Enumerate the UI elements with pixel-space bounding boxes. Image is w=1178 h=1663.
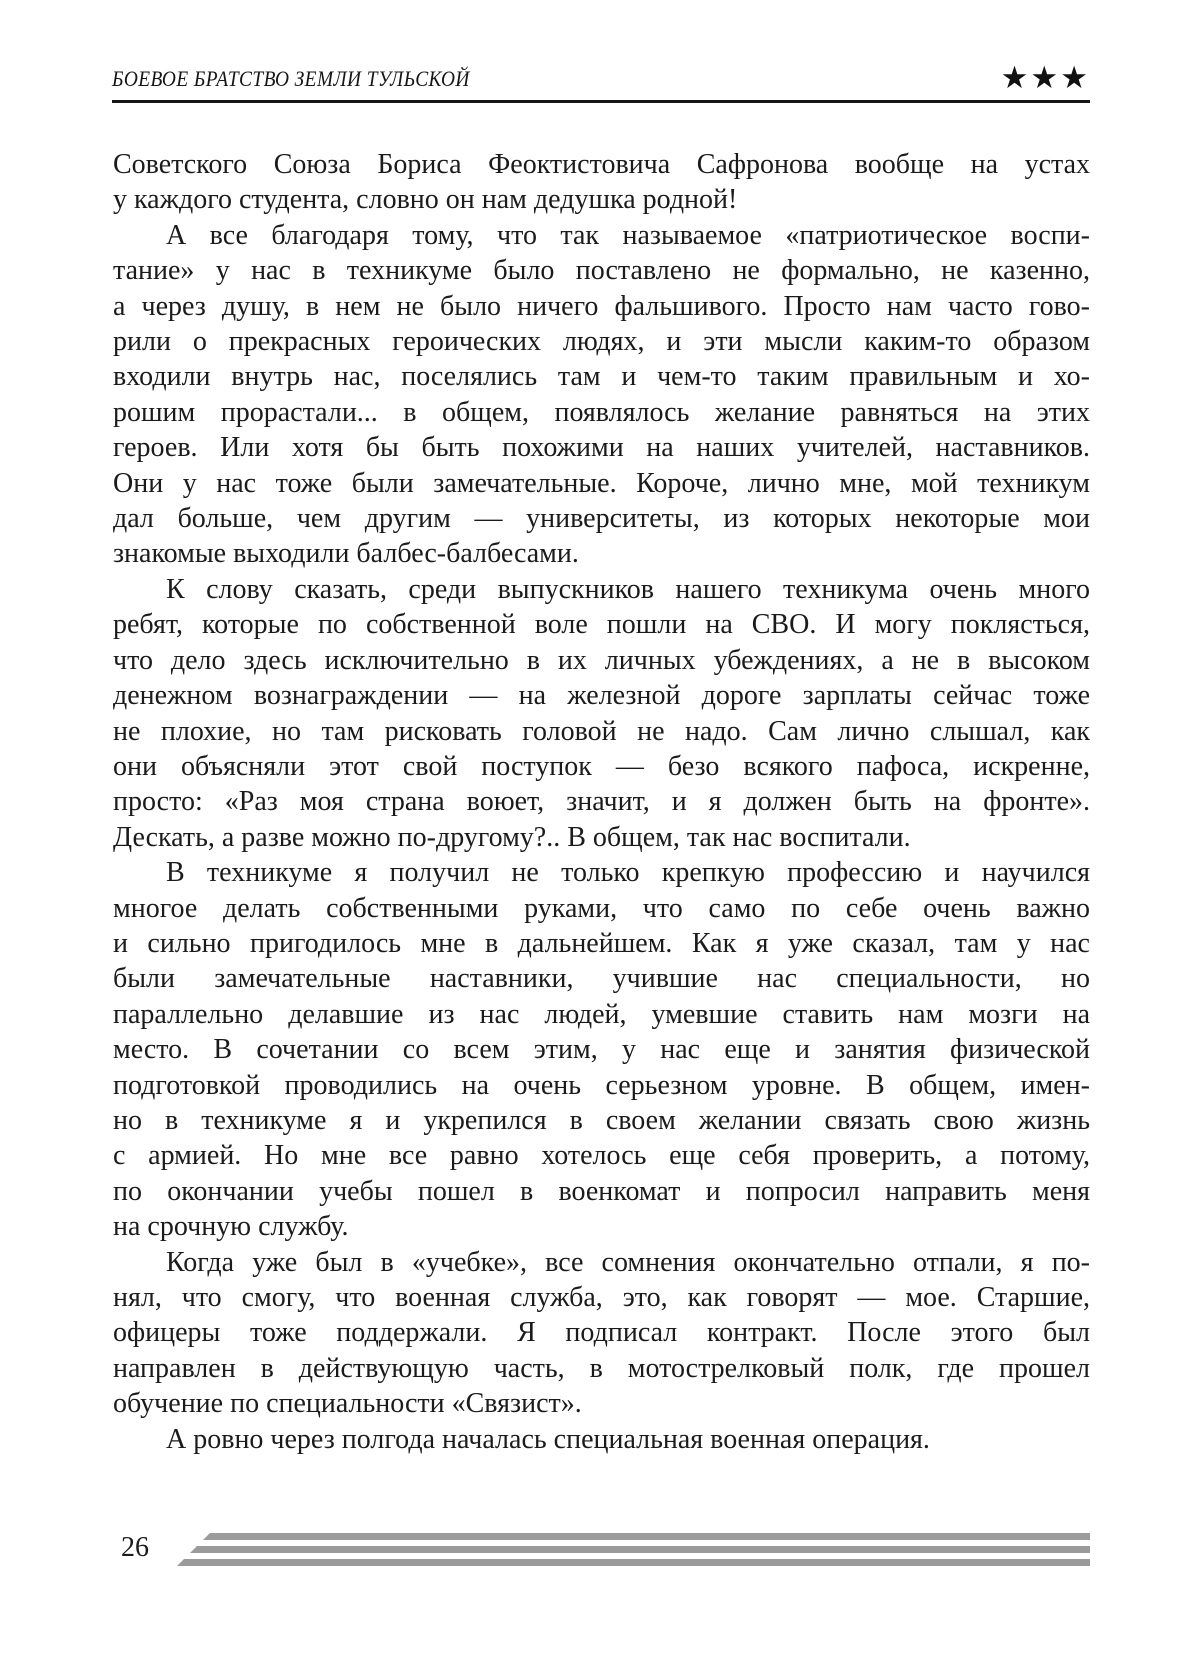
text-line: были замечательные наставники, учившие нас специальности, но [113,963,1090,995]
paragraph [113,147,1090,218]
text-line: дал больше, чем другим — университеты, из которых некоторые мои [113,503,1090,535]
paragraph [113,218,1090,572]
text-line: Они у нас тоже были замечательные. Короче, лично мне, мой техникум [113,467,1090,499]
header-rule [112,100,1090,103]
text-line: денежном вознаграждении — на железной дороге зарплаты сейчас тоже [113,680,1090,712]
text-line: место. В сочетании со всем этим, у нас еще и занятия физической [113,1034,1090,1066]
text-line: входили внутрь нас, поселялись там и чем-то таким правильным и хо- [113,361,1090,393]
text-line: а через душу, в нем не было ничего фальшивого. Просто нам часто гово- [113,290,1090,322]
paragraph [113,572,1090,855]
text-line: тание» у нас в техникуме было поставлено не формально, не казенно, [113,255,1090,287]
text-line: но в техникуме я и укрепился в своем желании связать свою жизнь [113,1104,1090,1136]
text-line: они объясняли этот свой поступок — безо всякого пафоса, искренне, [113,750,1090,782]
body-text [113,147,1090,1457]
running-title: БОЕВОЕ БРАТСТВО ЗЕМЛИ ТУЛЬСКОЙ [112,66,470,91]
page-header [112,52,1090,96]
text-line: многое делать собственными руками, что само по себе очень важно [113,892,1090,924]
text-line: рошим прорастали... в общем, появлялось желание равняться на этих [113,396,1090,428]
footer-stripe [177,1559,1090,1566]
footer-stripe [190,1546,1090,1553]
text-line: направлен в действующую часть, в мотострелковый полк, где прошел [113,1352,1090,1384]
text-line: Когда уже был в «учебке», все сомнения окончательно отпали, я по- [166,1246,1090,1278]
text-line: К слову сказать, среди выпускников нашего техникума очень много [166,573,1090,605]
paragraph [113,1245,1090,1422]
text-line: нял, что смогу, что военная служба, это, как говорят — мое. Старшие, [113,1282,1090,1313]
stars-ornament-icon: ★★★ [1000,60,1090,96]
footer-stripe [203,1533,1090,1540]
paragraph [113,1422,1090,1457]
text-line: героев. Или хотя бы быть похожими на наших учителей, наставников. [113,432,1090,464]
text-line: Дескать, а разве можно по-другому?.. В общем, так нас воспитали. [113,821,911,853]
text-line: знакомые выходили балбес-балбесами. [113,538,579,570]
text-line: просто: «Раз моя страна воюет, значит, и я должен быть на фронте». [113,786,1090,818]
text-line: у каждого студента, словно он нам дедушка родной! [113,184,738,216]
text-line: обучение по специальности «Связист». [113,1388,582,1420]
text-line: не плохие, но там рисковать головой не надо. Сам лично слышал, как [113,715,1090,747]
text-line: офицеры тоже поддержали. Я подписал контракт. После этого был [113,1317,1090,1349]
text-line: и сильно пригодилось мне в дальнейшем. Как я уже сказал, там у нас [113,927,1090,959]
text-line: А все благодаря тому, что так называемое «патриотическое воспи- [166,219,1090,251]
text-line: параллельно делавшие из нас людей, умевшие ставить нам мозги на [113,998,1090,1030]
text-line: по окончании учебы пошел в военкомат и попросил направить меня [113,1175,1090,1207]
text-line: на срочную службу. [113,1211,349,1243]
text-line: В техникуме я получил не только крепкую профессию и научился [166,857,1090,889]
page-number: 26 [121,1532,149,1563]
text-line: подготовкой проводились на очень серьезном уровне. В общем, имен- [113,1069,1090,1101]
text-line: что дело здесь исключительно в их личных убеждениях, а не в высоком [113,644,1090,676]
paragraph [113,855,1090,1244]
text-line: рили о прекрасных героических людях, и эти мысли каким-то образом [113,326,1090,358]
text-line: Советского Союза Бориса Феоктистовича Сафронова вообще на устах [113,149,1090,180]
text-line: А ровно через полгода началась специальная военная операция. [166,1423,930,1455]
text-line: с армией. Но мне все равно хотелось еще себя проверить, а потому, [113,1140,1090,1172]
text-line: ребят, которые по собственной воле пошли на СВО. И могу поклясться, [113,609,1090,641]
